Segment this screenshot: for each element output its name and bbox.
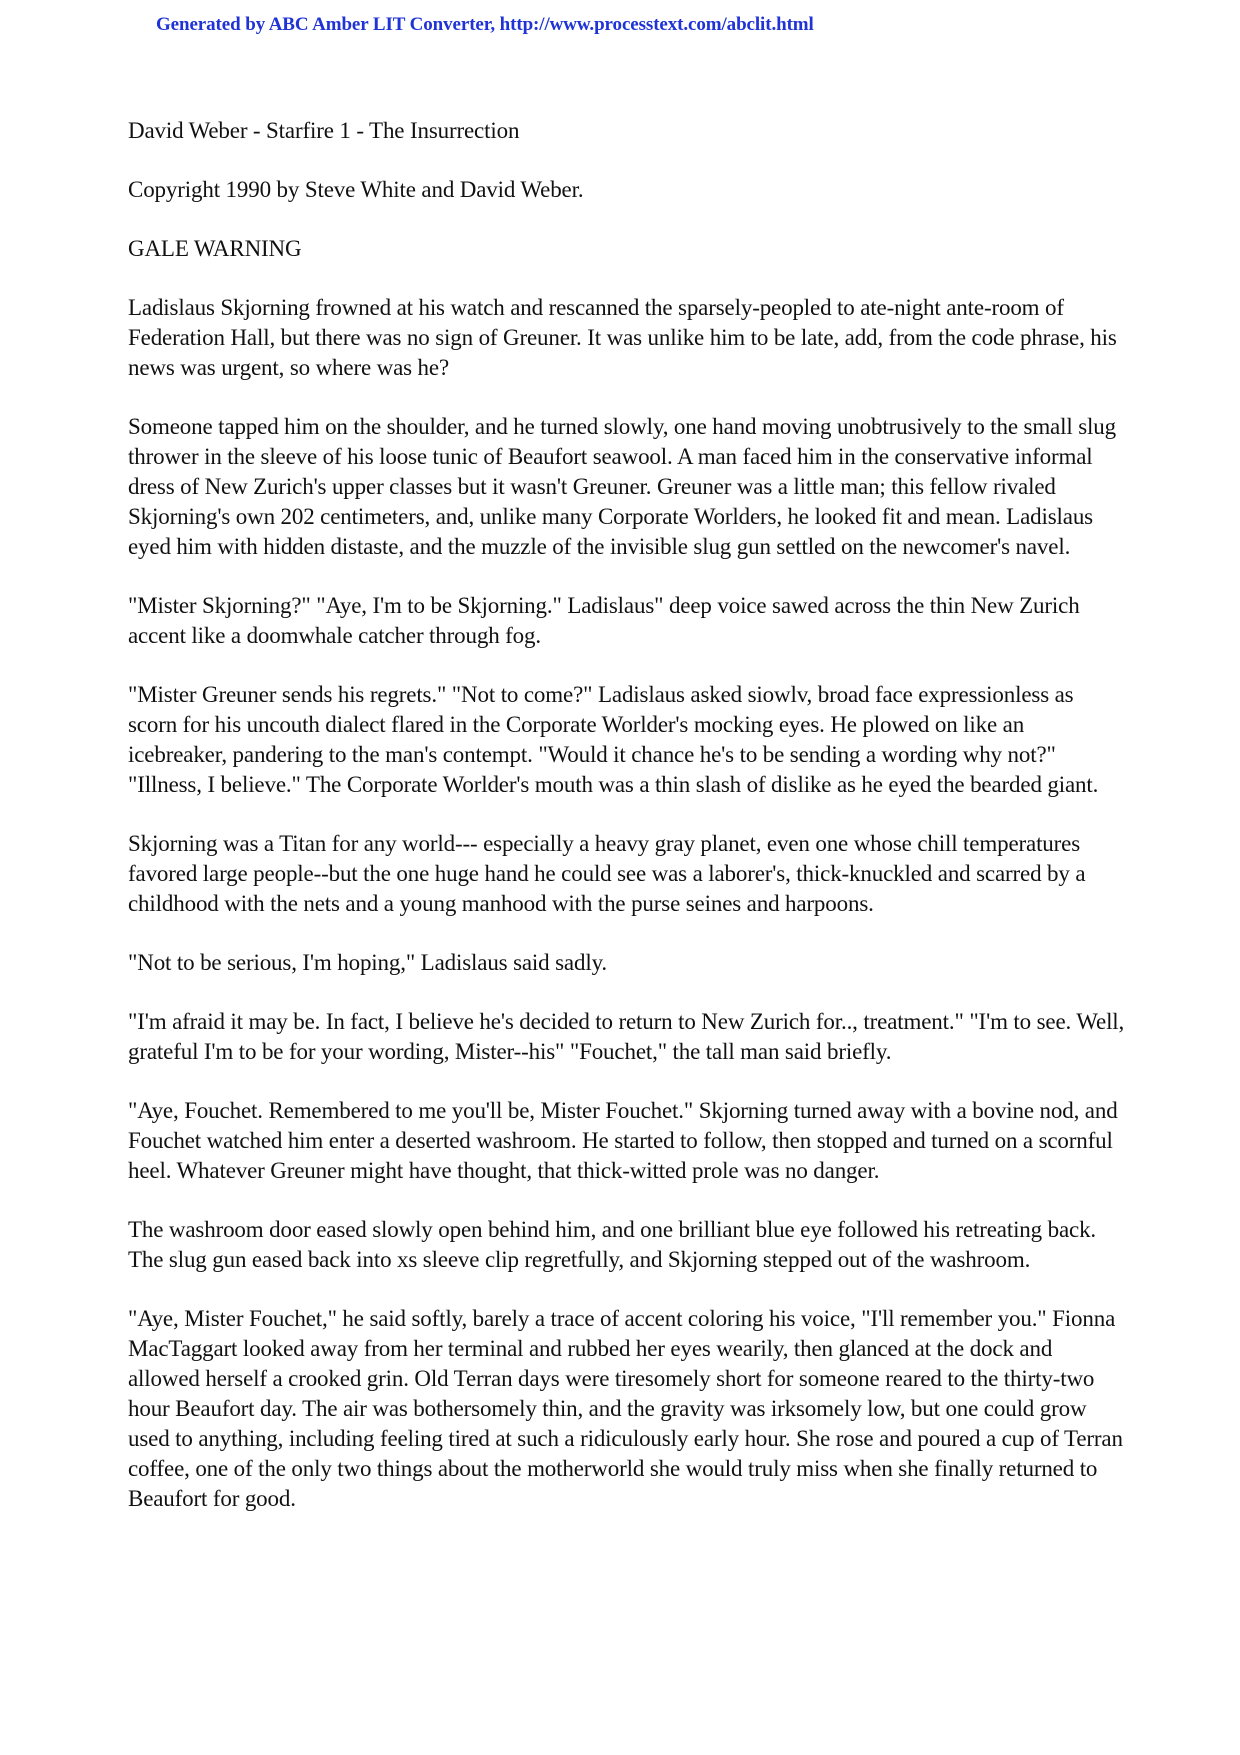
paragraph: The washroom door eased slowly open behind him, and one brilliant blue eye followed his retreating back. The slug gun eased back into xs sleeve clip regretfully, and Skjorning stepped out of the washroom. xyxy=(128,1217,1097,1272)
paragraph: Skjorning was a Titan for any world--- especially a heavy gray planet, even one whose chill temperatures favored large people--but the one huge hand he could see was a laborer's, thick-knuckled and scarred by a childhood with the nets and a young manhood with the purse seines and harpoons. xyxy=(128,831,1086,916)
copyright-line: Copyright 1990 by Steve White and David Weber. xyxy=(128,177,584,202)
paragraph: "Mister Skjorning?" "Aye, I'm to be Skjorning." Ladislaus" deep voice sawed across the thin New Zurich accent like a doomwhale catcher through fog. xyxy=(128,593,1080,648)
converter-banner: Generated by ABC Amber LIT Converter, http://www.processtext.com/abclit.html xyxy=(156,14,814,35)
paragraph: "Aye, Fouchet. Remembered to me you'll be, Mister Fouchet." Skjorning turned away with a bovine nod, and Fouchet watched him enter a deserted washroom. He started to follow, then stopped and turned on a scornful heel. Whatever Greuner might have thought, that thick-witted prole was no danger. xyxy=(128,1098,1118,1183)
paragraph: Ladislaus Skjorning frowned at his watch and rescanned the sparsely-peopled to ate-night ante-room of Federation Hall, but there was no sign of Greuner. It was unlike him to be late, add, from the code phrase, his news was urgent, so where was he? xyxy=(128,295,1117,380)
paragraph: Someone tapped him on the shoulder, and he turned slowly, one hand moving unobtrusively to the small slug thrower in the sleeve of his loose tunic of Beaufort seawool. A man faced him in the conservative informal dress of New Zurich's upper classes but it wasn't Greuner. Greuner was a little man; this fellow rivaled Skjorning's own 202 centimeters, and, unlike many Corporate Worlders, he looked fit and mean. Ladislaus eyed him with hidden distaste, and the muzzle of the invisible slug gun settled on the newcomer's navel. xyxy=(128,414,1116,559)
paragraph: "Mister Greuner sends his regrets." "Not to come?" Ladislaus asked siowlv, broad face expressionless as scorn for his uncouth dialect flared in the Corporate Worlder's mocking eyes. He plowed on like an icebreaker, pandering to the man's contempt. "Would it chance he's to be sending a wording why not?" "Illness, I believe." The Corporate Worlder's mouth was a thin slash of dislike as he eyed the bearded giant. xyxy=(128,682,1099,797)
document-body xyxy=(128,116,1128,1543)
paragraph: "I'm afraid it may be. In fact, I believe he's decided to return to New Zurich for.., treatment." "I'm to see. Well, grateful I'm to be for your wording, Mister--his" "Fouchet," the tall man said briefly. xyxy=(128,1009,1125,1064)
document-title: David Weber - Starfire 1 - The Insurrection xyxy=(128,118,520,143)
paragraph: "Aye, Mister Fouchet," he said softly, barely a trace of accent coloring his voice, "I'll remember you." Fionna MacTaggart looked away from her terminal and rubbed her eyes wearily, then glanced at the dock and allowed herself a crooked grin. Old Terran days were tiresomely short for someone reared to the thirty-two hour Beaufort day. The air was bothersomely thin, and the gravity was irksomely low, but one could grow used to anything, including feeling tired at such a ridiculously early hour. She rose and poured a cup of Terran coffee, one of the only two things about the motherworld she would truly miss when she finally returned to Beaufort for good. xyxy=(128,1306,1123,1511)
paragraph: "Not to be serious, I'm hoping," Ladislaus said sadly. xyxy=(128,950,608,975)
chapter-heading: GALE WARNING xyxy=(128,236,302,261)
